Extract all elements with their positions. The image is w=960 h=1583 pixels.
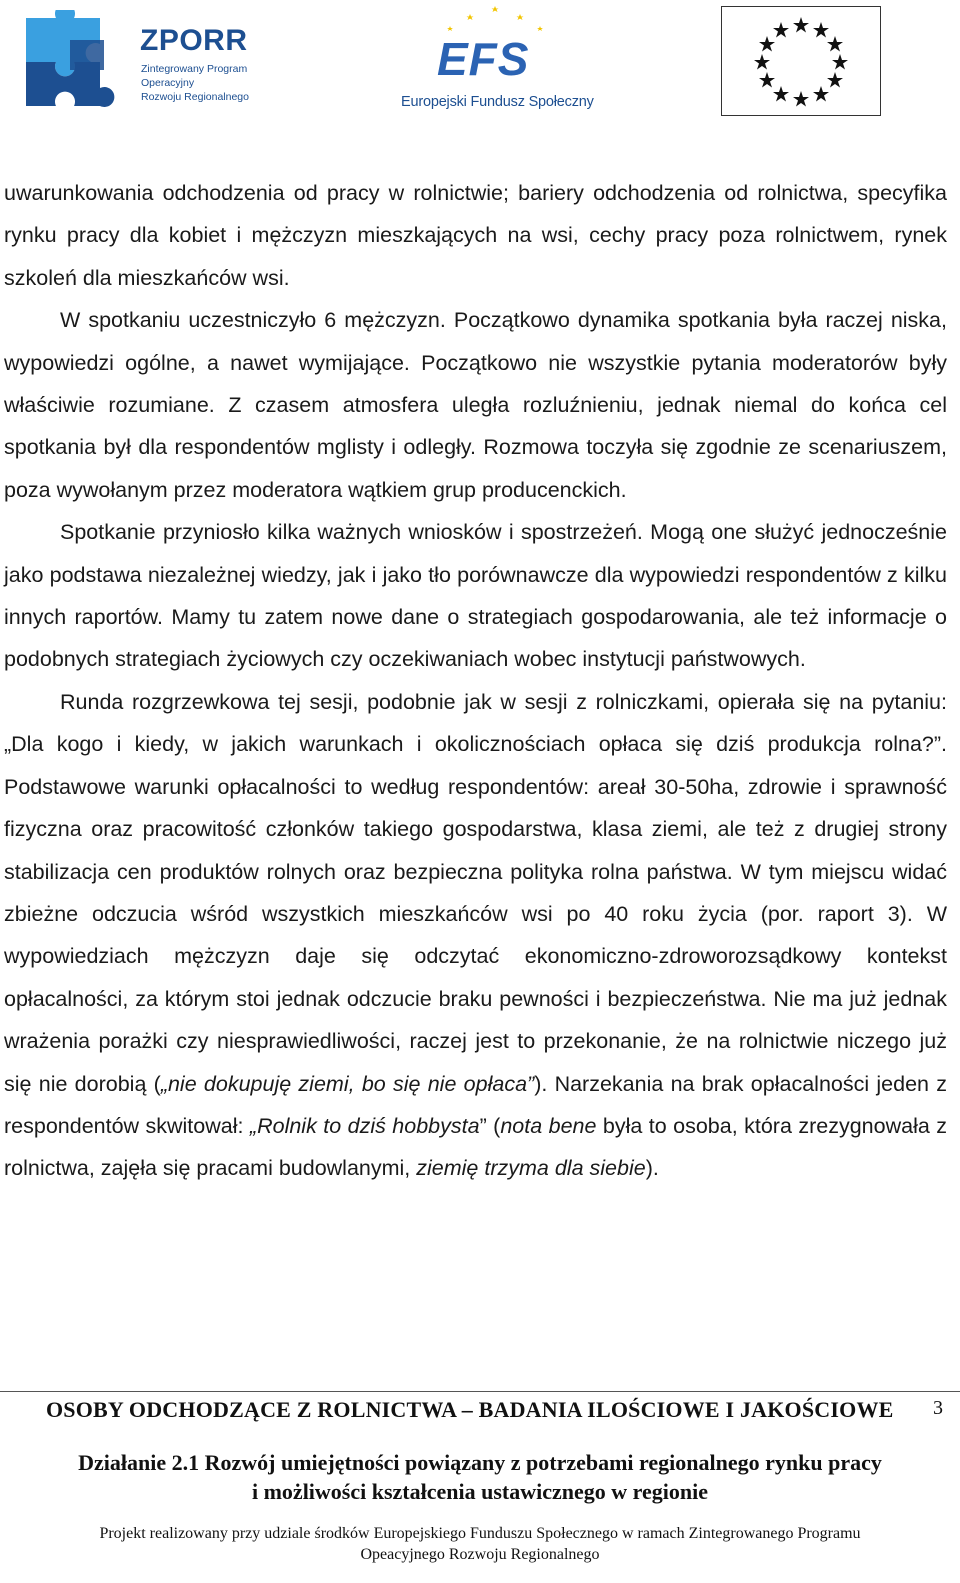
footer-title: OSOBY ODCHODZĄCE Z ROLNICTWA – BADANIA ILOŚCIOWE I JAKOŚCIOWE xyxy=(46,1397,894,1422)
action-line: Działanie 2.1 Rozwój umiejętności powiązany z potrzebami regionalnego rynku pracy xyxy=(78,1450,882,1475)
eu-stars-circle-icon xyxy=(722,7,880,115)
zporr-title: ZPORR xyxy=(140,24,248,57)
efs-wordmark: EFS xyxy=(437,33,530,85)
text-run: ” ( xyxy=(479,1113,501,1138)
eu-flag xyxy=(721,6,881,116)
efs-caption: Europejski Fundusz Społeczny xyxy=(401,94,594,110)
text-run: ). xyxy=(645,1156,659,1181)
page-number: 3 xyxy=(933,1397,943,1419)
quote-italic: ziemię trzyma dla siebie xyxy=(416,1156,646,1181)
paragraph: uwarunkowania odchodzenia od pracy w rolnictwie; bariery odchodzenia od rolnictwa, specyfika rynku pracy dla kobiet i mężczyzn mieszkających na wsi, cechy pracy poza rolnictwem, rynek szkoleń dla mieszkańców wsi. xyxy=(4,181,947,290)
text-run: była to osoba, która zrezygnowała z rolnictwa, zajęła się pracami budowlanymi, xyxy=(4,1113,948,1181)
project-line: Opeacyjnego Rozwoju Regionalnego xyxy=(360,1546,600,1563)
document-body xyxy=(4,172,947,1190)
zporr-subtitle-line: Rozwoju Regionalnego xyxy=(141,91,249,103)
zporr-subtitle-line: Zintegrowany Program xyxy=(141,63,248,75)
stars-arc-icon xyxy=(440,4,560,34)
text-run: Runda rozgrzewkowa tej sesji, podobnie jak w sesji z rolniczkami, opierała się na pytaniu: „Dla kogo i kiedy, w jakich warunkach i okolicznościach opłaca się dziś produkcja rolna?”. Podstawowe warunki opłacalności to według respondentów: areał 30-50ha, zdrowie i sprawność fizyczna oraz pracowitość członków takiego gospodarstwa, klasa ziemi, ale też z drugiej strony stabilizacja cen produktów rolnych oraz bezpieczna polityka rolna państwa. W tym miejscu widać zbieżne odczucia wśród wszystkich mieszkańców wsi po 40 roku życia (por. raport 3). W wypowiedziach mężczyzn daje się odczytać ekonomiczno-zdroworozsądkowy kontekst opłacalności, za którym stoi jednak odczucie braku pewności i bezpieczeństwa. Nie ma już jednak wrażenia porażki czy niesprawiedliwości, raczej jest to przekonanie, że na rolnictwie niczego już się nie dorobią ( xyxy=(4,689,947,1096)
zporr-subtitle xyxy=(141,62,281,104)
action-line: i możliwości kształcenia ustawicznego w regionie xyxy=(251,1479,709,1504)
paragraph: W spotkaniu uczestniczyło 6 mężczyzn. Początkowo dynamika spotkania była raczej niska, wypowiedzi ogólne, a nawet wymijające. Początkowo nie wszystkie pytania moderatorów były właściwie rozumiane. Z czasem atmosfera uległa rozluźnieniu, jednak niemal do końca cel spotkania był dla respondentów mglisty i odległy. Rozmowa toczyła się zgodnie ze scenariuszem, poza wywołanym przez moderatora wątkiem grup producenckich. xyxy=(4,308,947,502)
text-run: ). Narzekania na brak opłacalności jeden z respondentów skwitował: xyxy=(4,1071,947,1138)
footer-divider xyxy=(0,1391,960,1392)
quote-italic: „Rolnik to dziś hobbysta xyxy=(249,1113,480,1138)
zporr-logo xyxy=(22,10,262,110)
efs-logo xyxy=(395,4,595,119)
project-line: Projekt realizowany przy udziale środków Europejskiego Funduszu Społecznego w ramach Zintegrowanego Programu xyxy=(99,1525,861,1542)
quote-italic: „nie dokupuję ziemi, bo się nie opłaca” xyxy=(160,1071,535,1096)
paragraph: Spotkanie przyniosło kilka ważnych wniosków i spostrzeżeń. Mogą one służyć jednocześnie jako podstawa niezależnej wiedzy, jak i jako tło porównawcze dla wypowiedzi respondentów z kilku innych raportów. Mamy tu zatem nowe dane o strategiach gospodarowania, ale też informacje o podobnych strategiach życiowych czy oczekiwaniach wobec instytucji państwowych. xyxy=(4,520,947,672)
paragraph xyxy=(4,681,947,1190)
zporr-subtitle-line: Operacyjny xyxy=(141,77,195,89)
puzzle-icon xyxy=(22,10,122,110)
nota-bene-italic: nota bene xyxy=(500,1113,597,1138)
header-logos xyxy=(0,0,960,130)
